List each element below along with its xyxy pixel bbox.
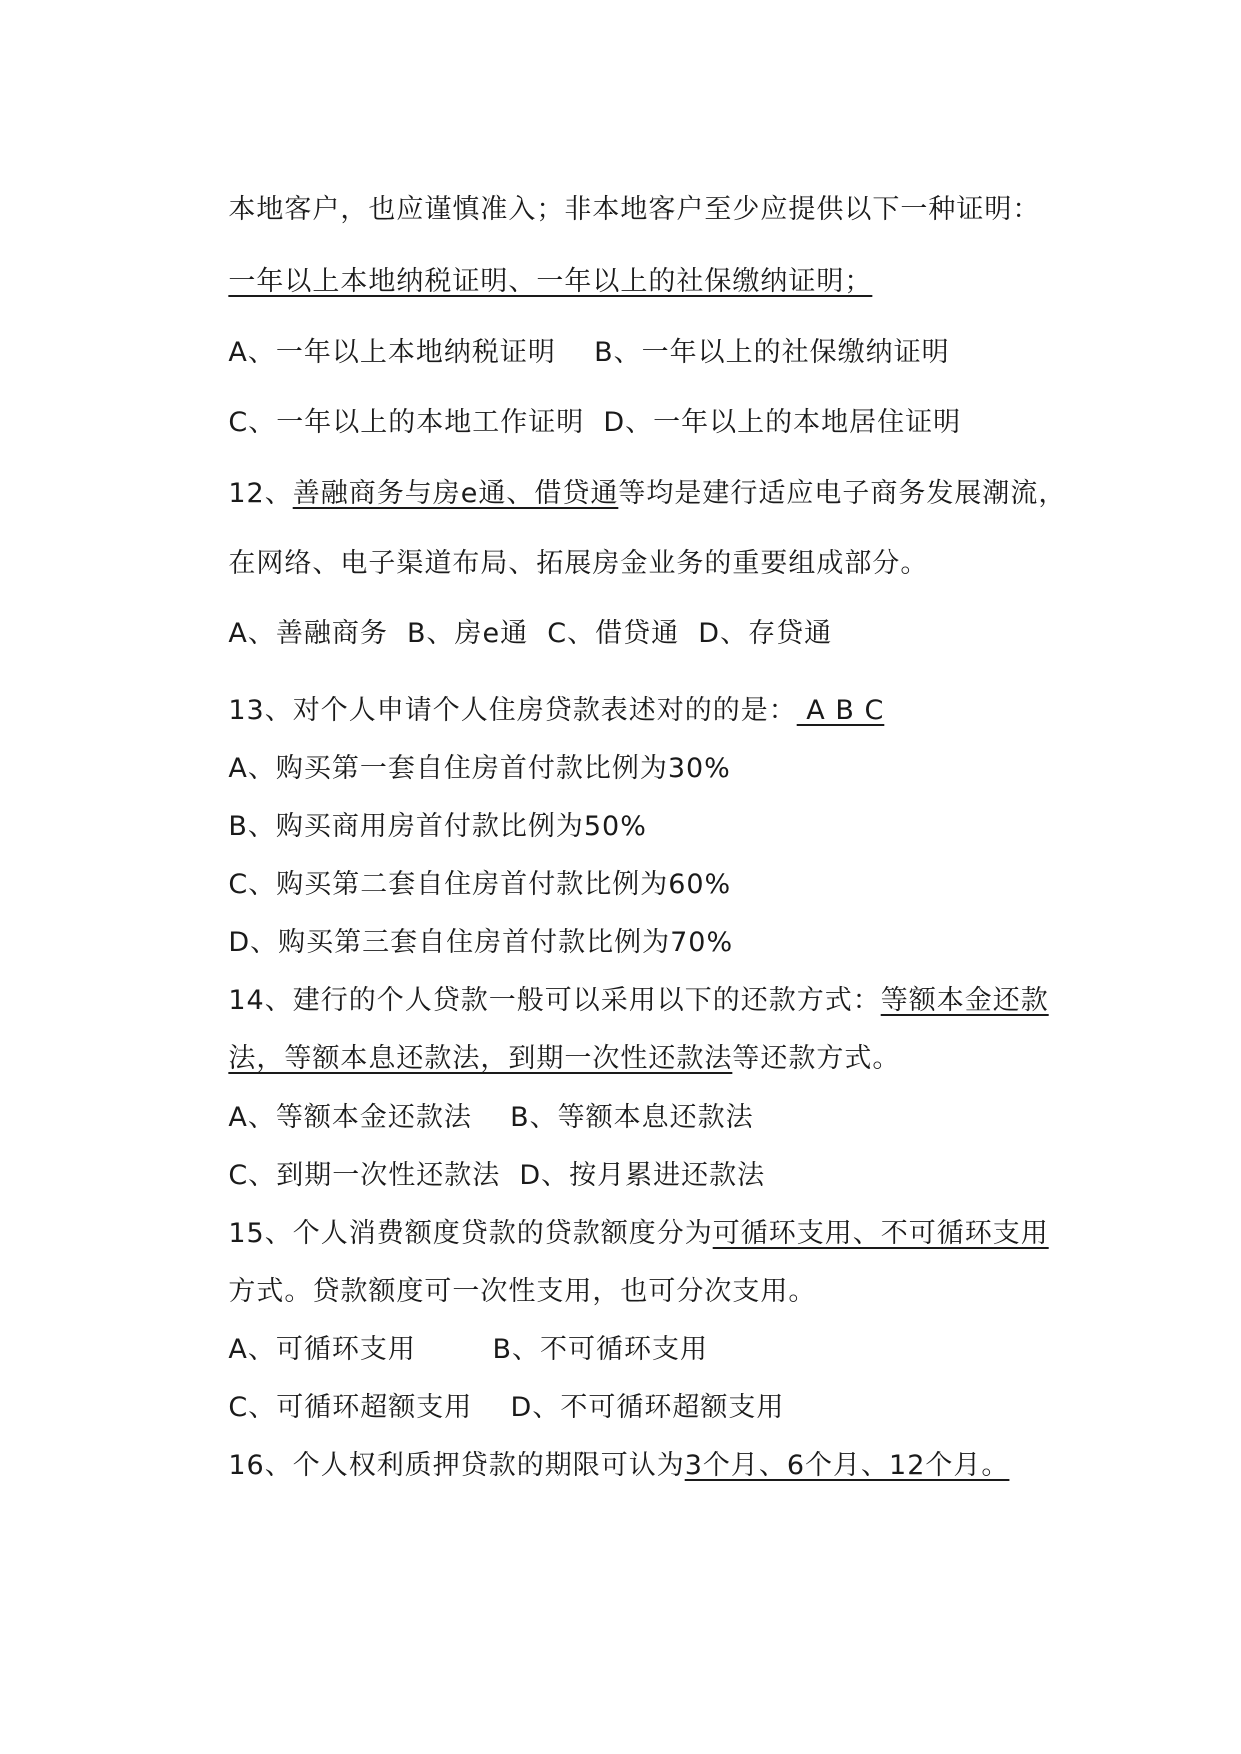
question-12-answer: 善融商务与房e通、借贷通 — [292, 478, 619, 509]
intro-options-cd: C、一年以上的本地工作证明 D、一年以上的本地居住证明 — [228, 407, 962, 438]
question-12-line-1: 12、善融商务与房e通、借贷通等均是建行适应电子商务发展潮流， — [228, 478, 1067, 509]
question-16-line: 16、个人权利质押贷款的期限可认为3个月、6个月、12个月。 — [228, 1450, 1010, 1481]
intro-line: 本地客户，也应谨慎准入；非本地客户至少应提供以下一种证明： — [228, 194, 1041, 225]
question-14-options-cd: C、到期一次性还款法 D、按月累进还款法 — [228, 1160, 766, 1191]
intro-answer: 一年以上本地纳税证明、一年以上的社保缴纳证明； — [228, 266, 873, 297]
question-13-option-d: D、购买第三套自住房首付款比例为70% — [228, 927, 734, 958]
question-15-answer: 可循环支用、不可循环支用 — [712, 1218, 1049, 1249]
question-12-line-2: 在网络、电子渠道布局、拓展房金业务的重要组成部分。 — [228, 548, 929, 579]
question-13-option-a: A、购买第一套自住房首付款比例为30% — [228, 753, 731, 784]
question-15-line-2: 方式。贷款额度可一次性支用，也可分次支用。 — [228, 1276, 817, 1307]
question-14-options-ab: A、等额本金还款法 B、等额本息还款法 — [228, 1102, 754, 1133]
question-13-line: 13、对个人申请个人住房贷款表述对的的是： A B C — [228, 695, 885, 726]
question-13-answer: A B C — [796, 695, 885, 726]
question-14-line-2: 法，等额本息还款法，到期一次性还款法等还款方式。 — [228, 1043, 901, 1074]
question-16-answer: 3个月、6个月、12个月。 — [684, 1450, 1010, 1481]
question-12-options: A、善融商务 B、房e通 C、借贷通 D、存贷通 — [228, 618, 833, 649]
question-13-option-b: B、购买商用房首付款比例为50% — [228, 811, 647, 842]
question-14-answer-part-1: 等额本金还款 — [880, 985, 1049, 1016]
question-15-line-1: 15、个人消费额度贷款的贷款额度分为可循环支用、不可循环支用 — [228, 1218, 1049, 1249]
question-14-answer-part-2: 法，等额本息还款法，到期一次性还款法 — [228, 1043, 733, 1074]
intro-options-ab: A、一年以上本地纳税证明 B、一年以上的社保缴纳证明 — [228, 337, 950, 368]
question-14-line-1: 14、建行的个人贷款一般可以采用以下的还款方式：等额本金还款 — [228, 985, 1049, 1016]
question-13-option-c: C、购买第二套自住房首付款比例为60% — [228, 869, 732, 900]
question-15-options-cd: C、可循环超额支用 D、不可循环超额支用 — [228, 1392, 785, 1423]
question-15-options-ab: A、可循环支用 B、不可循环支用 — [228, 1334, 708, 1365]
